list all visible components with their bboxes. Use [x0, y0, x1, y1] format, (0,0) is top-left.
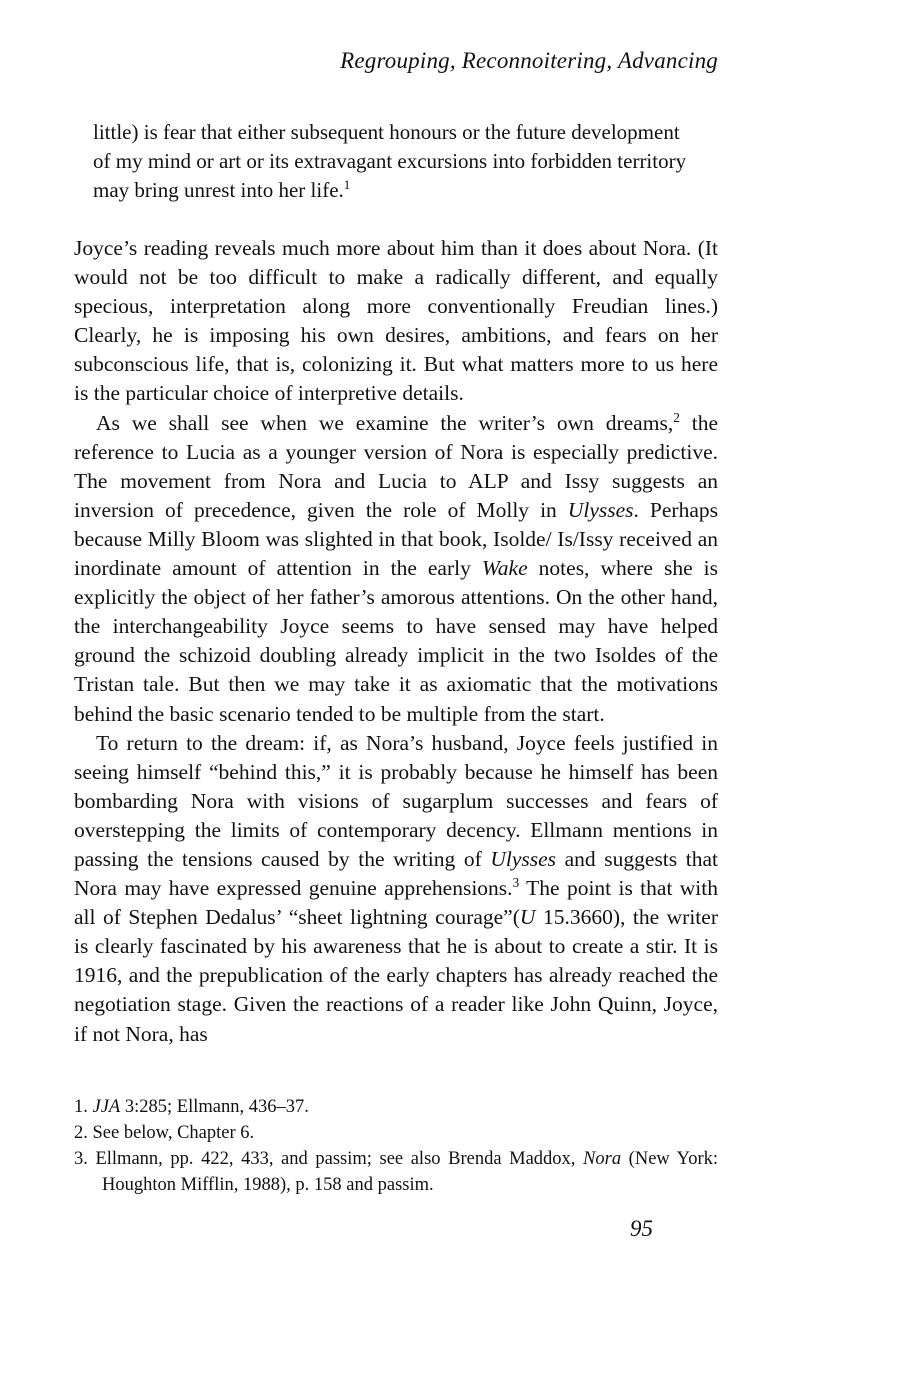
ulysses-title: Ulysses — [490, 846, 557, 871]
footnote-1 — [74, 1094, 718, 1120]
paragraph-1: Joyce’s reading reveals much more about him than it does about Nora. (It would not be too difficult to make a radically different, and equally specious, interpretation along more conventionally Freudian lines.) Clearly, he is imposing his own desires, ambitions, and fears on her subconscious life, that is, colonizing it. But what matters more to us here is the particular choice of interpretive details. — [74, 236, 718, 406]
ulysses-abbrev: U — [519, 905, 536, 930]
footnote-3 — [74, 1146, 718, 1198]
footnote-1-number: 1. — [74, 1097, 88, 1117]
footnote-3-number: 3. — [74, 1149, 88, 1169]
footnote-3-text-a: Ellmann, pp. 422, 433, and passim; see also Brenda Maddox, — [87, 1149, 584, 1169]
paragraph-2-text-b: the reference to Lucia as a younger version of Nora is especially predictive. The movement from Nora and Lucia to ALP and Issy suggests an inversion of precedence, given the role of Molly in — [74, 410, 718, 522]
paragraph-2 — [74, 409, 718, 729]
footnote-ref-1: 1 — [343, 176, 351, 192]
ulysses-title: Ulysses — [567, 497, 634, 522]
paragraph-3 — [74, 729, 718, 1049]
nora-title: Nora — [583, 1149, 622, 1169]
footnote-2-text: See below, Chapter 6. — [87, 1123, 255, 1143]
footnote-ref-3: 3 — [512, 874, 520, 890]
quote-text: little) is fear that either subsequent honours or the future development of my mind or art or its extravagant excursions into forbidden territory may bring unrest into her life. — [93, 120, 687, 202]
paragraph-3-text-b: and suggests that Nora may have expressed genuine apprehensions. — [74, 846, 718, 901]
body-text — [74, 234, 718, 1049]
footnotes — [74, 1094, 718, 1198]
paragraph-2-text-c: . Perhaps because Milly Bloom was slighted in that book, Isolde/ Is/Issy received an inordinate amount of attention in the early — [74, 497, 718, 581]
running-head: Regrouping, Reconnoitering, Advancing — [340, 48, 718, 73]
footnote-1-text: 3:285; Ellmann, 436–37. — [120, 1097, 309, 1117]
block-quote — [93, 118, 697, 205]
paragraph-2-text-a: As we shall see when we examine the writer’s own dreams, — [96, 410, 674, 435]
footnote-2-number: 2. — [74, 1123, 88, 1143]
paragraph-2-text-d: notes, where she is explicitly the object of her father’s amorous attentions. On the other hand, the interchangeability Joyce seems to have sensed may have helped ground the schizoid doubling already implicit in the two Isoldes of the Tristan tale. But then we may take it as axiomatic that the motivations behind the basic scenario tended to be multiple from the start. — [74, 556, 718, 726]
footnote-3-text-b: (New York: Houghton Mifflin, 1988), p. 158 and passim. — [102, 1149, 718, 1195]
footnote-ref-2: 2 — [673, 409, 680, 425]
paragraph-3-text-d: 15.3660), the writer is clearly fascinated by his awareness that he is about to create a stir. It is 1916, and the prepublication of the early chapters has already reached the negotiation stage. Given the reactions of a reader like John Quinn, Joyce, if not Nora, has — [74, 905, 718, 1046]
jja-abbrev: JJA — [92, 1097, 121, 1117]
paragraph-3-text-c: The point is that with all of Stephen Dedalus’ “sheet lightning courage”( — [74, 876, 718, 930]
paragraph-3-text-a: To return to the dream: if, as Nora’s husband, Joyce feels justified in seeing himself “behind this,” it is probably because he himself has been bombarding Nora with visions of sugarplum successes and fears of overstepping the limits of contemporary decency. Ellmann mentions in passing the tensions caused by the writing of — [74, 730, 718, 871]
wake-title: Wake — [481, 556, 528, 581]
footnote-2 — [74, 1120, 718, 1146]
page-number: 95 — [630, 1216, 653, 1241]
